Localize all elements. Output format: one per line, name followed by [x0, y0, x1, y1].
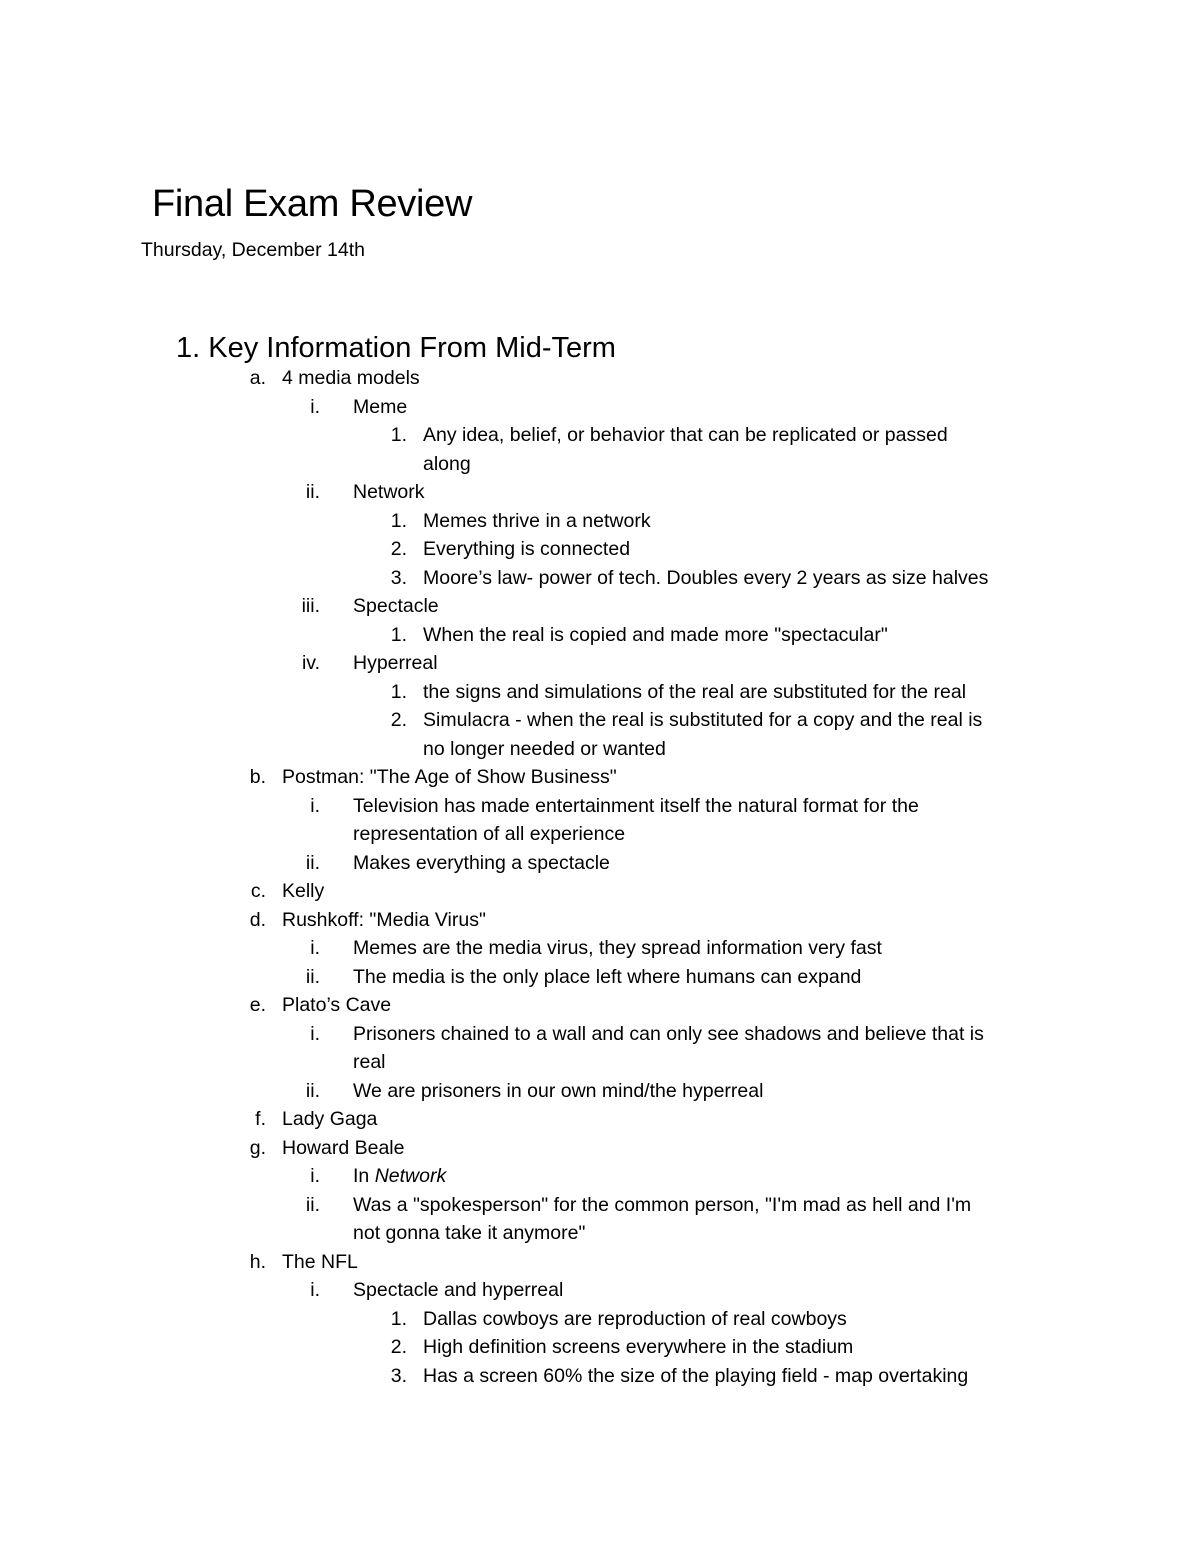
item-text: Rushkoff: "Media Virus": [282, 908, 486, 931]
item-text: Moore’s law- power of tech. Doubles every 2 years as size halves: [423, 566, 989, 589]
item-text: along: [423, 452, 471, 475]
item-marker: 2.: [390, 538, 407, 560]
item-marker: ii.: [305, 481, 320, 503]
item-text: Everything is connected: [423, 538, 631, 560]
item-marker: i.: [310, 1022, 320, 1045]
item-marker: e.: [249, 994, 266, 1016]
item-marker: 1.: [390, 680, 407, 703]
item-marker: 1.: [390, 509, 407, 532]
item-text: representation of all experience: [353, 823, 626, 845]
item-marker: d.: [249, 908, 266, 931]
item-text: Kelly: [282, 880, 325, 902]
item-marker: g.: [249, 1136, 266, 1159]
item-marker: ii.: [305, 965, 320, 988]
item-marker: b.: [249, 766, 266, 788]
item-marker: ii.: [305, 1079, 320, 1102]
item-text: When the real is copied and made more "spectacular": [423, 623, 888, 646]
item-text: [353, 1162, 446, 1191]
item-text: the signs and simulations of the real are substituted for the real: [423, 680, 967, 703]
item-text: Plato’s Cave: [282, 994, 392, 1016]
item-text: Was a "spokesperson" for the common person, "I'm mad as hell and I'm: [353, 1193, 972, 1216]
document-title: Final Exam Review: [152, 183, 473, 225]
item-text: Has a screen 60% the size of the playing field - map overtaking: [423, 1364, 969, 1387]
item-text: Television has made entertainment itself the natural format for the: [353, 794, 919, 817]
item-marker: a.: [249, 367, 266, 389]
item-text-plain: In: [353, 1165, 370, 1187]
item-text: Spectacle and hyperreal: [353, 1279, 564, 1301]
document-date: Thursday, December 14th: [141, 239, 365, 261]
item-text: Howard Beale: [282, 1136, 405, 1159]
item-marker: i.: [310, 794, 320, 817]
item-marker: iv.: [301, 652, 320, 674]
item-marker: c.: [250, 880, 266, 902]
item-marker: 1.: [390, 623, 407, 646]
item-text: Spectacle: [353, 595, 439, 617]
item-text: Lady Gaga: [282, 1108, 378, 1130]
item-text: High definition screens everywhere in the stadium: [423, 1336, 854, 1358]
item-marker: 1.: [390, 1307, 407, 1330]
item-marker: 3.: [390, 1364, 407, 1387]
item-marker: 2.: [390, 709, 407, 731]
item-text: Any idea, belief, or behavior that can be replicated or passed: [423, 424, 948, 446]
item-text: Simulacra - when the real is substituted for a copy and the real is: [423, 709, 983, 731]
item-text: Meme: [353, 395, 408, 418]
item-marker: ii.: [305, 1193, 320, 1216]
item-marker: i.: [310, 395, 320, 418]
item-text: We are prisoners in our own mind/the hyperreal: [353, 1079, 764, 1102]
item-text: Makes everything a spectacle: [353, 851, 610, 874]
item-marker: h.: [249, 1250, 266, 1273]
item-text: Memes are the media virus, they spread information very fast: [353, 937, 882, 959]
item-marker: i.: [310, 937, 320, 959]
item-text: not gonna take it anymore": [353, 1222, 586, 1244]
item-text: Prisoners chained to a wall and can only see shadows and believe that is: [353, 1022, 984, 1045]
item-marker: ii.: [305, 851, 320, 874]
item-text: Memes thrive in a network: [423, 509, 651, 532]
item-text: real: [353, 1051, 386, 1073]
item-text: Hyperreal: [353, 652, 438, 674]
item-marker: 1.: [390, 424, 407, 446]
item-text: Dallas cowboys are reproduction of real cowboys: [423, 1307, 847, 1330]
item-text: The media is the only place left where humans can expand: [353, 965, 862, 988]
item-marker: 3.: [390, 566, 407, 589]
item-text: Postman: "The Age of Show Business": [282, 766, 617, 788]
item-text: 4 media models: [282, 367, 420, 389]
item-text-italic: Network: [374, 1165, 447, 1187]
item-marker: i.: [310, 1279, 320, 1301]
item-marker: iii.: [301, 595, 320, 617]
item-marker: f.: [255, 1108, 266, 1130]
item-marker: 2.: [390, 1336, 407, 1358]
section-heading: 1. Key Information From Mid-Term: [176, 332, 616, 364]
item-text: no longer needed or wanted: [423, 737, 666, 760]
item-marker: i.: [310, 1165, 320, 1187]
item-text: The NFL: [282, 1250, 358, 1273]
item-text: Network: [353, 481, 425, 503]
